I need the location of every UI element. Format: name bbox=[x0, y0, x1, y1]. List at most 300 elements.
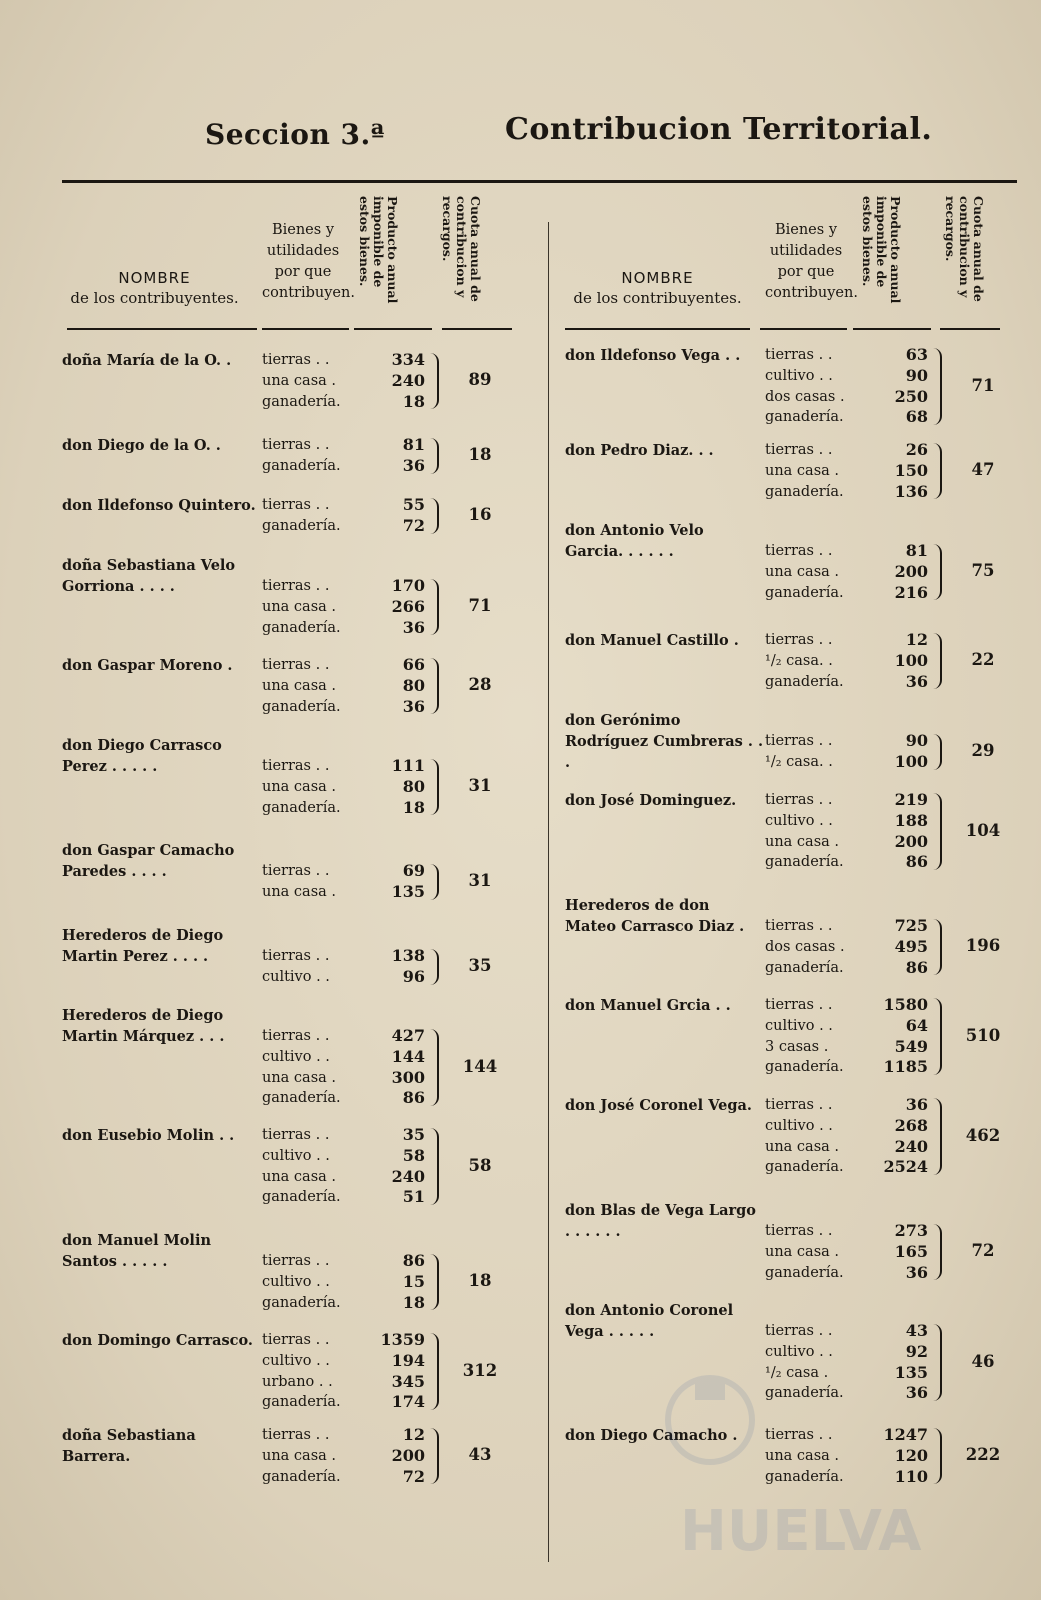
brace bbox=[427, 759, 439, 815]
property-list bbox=[765, 630, 860, 692]
producto-value: 165 bbox=[894, 1241, 928, 1261]
producto-value: 96 bbox=[402, 966, 425, 986]
contributor-name: don Antonio Coronel Vega . . . . . bbox=[565, 1302, 734, 1340]
producto-value: 36 bbox=[905, 1095, 928, 1114]
producto-value: 150 bbox=[894, 460, 928, 480]
section-label: Seccion 3.ª bbox=[205, 118, 385, 151]
property-item: tierras . . bbox=[262, 1127, 330, 1143]
producto-value: 219 bbox=[894, 790, 928, 809]
property-item: tierras . . bbox=[262, 1332, 330, 1348]
property-list bbox=[765, 541, 860, 603]
property-item: tierras . . bbox=[765, 918, 833, 934]
property-item: ganadería. bbox=[765, 1468, 844, 1485]
contributor-name: don Diego Camacho . bbox=[565, 1427, 738, 1444]
contributor-name: Herederos de Diego Martin Márquez . . . bbox=[62, 1007, 225, 1045]
property-item: ganadería. bbox=[765, 409, 844, 426]
producto-value: 200 bbox=[894, 831, 928, 851]
property-item: tierras . . bbox=[765, 442, 833, 458]
contributor-name: don Antonio Velo Garcia. . . . . . bbox=[565, 522, 704, 560]
producto-value: 68 bbox=[905, 407, 928, 427]
property-item: cultivo . . bbox=[262, 1048, 330, 1065]
top-rule bbox=[62, 180, 1017, 183]
producto-value: 266 bbox=[391, 596, 425, 616]
property-item: tierras . . bbox=[765, 792, 833, 808]
property-item: cultivo . . bbox=[765, 1017, 833, 1034]
property-item: ganadería. bbox=[262, 1294, 341, 1311]
producto-values bbox=[357, 1251, 425, 1313]
cuota-value: 31 bbox=[468, 776, 492, 796]
cuota-value: 46 bbox=[971, 1351, 995, 1371]
name-header-title: NOMBRE bbox=[621, 269, 694, 287]
property-item: una casa . bbox=[765, 1243, 840, 1260]
producto-header: Producto anual imponible de estos bienes. bbox=[357, 196, 400, 304]
brace bbox=[427, 498, 439, 534]
contributor-name: doña Sebastiana Barrera. bbox=[62, 1427, 196, 1465]
producto-value: 36 bbox=[905, 1383, 928, 1403]
producto-values bbox=[860, 1221, 928, 1283]
producto-value: 86 bbox=[402, 1251, 425, 1270]
producto-value: 427 bbox=[391, 1026, 425, 1045]
producto-value: 1185 bbox=[883, 1057, 928, 1077]
brace bbox=[427, 1428, 439, 1484]
property-list bbox=[262, 1425, 357, 1487]
property-list bbox=[262, 756, 357, 818]
producto-value: 1247 bbox=[883, 1425, 928, 1444]
property-item: ganadería. bbox=[262, 457, 341, 474]
cuota-value: 58 bbox=[468, 1155, 492, 1175]
property-item: ganadería. bbox=[262, 1090, 341, 1107]
property-item: tierras . . bbox=[262, 657, 330, 673]
producto-value: 725 bbox=[894, 916, 928, 935]
property-item: ganadería. bbox=[262, 1394, 341, 1411]
cuota-value: 72 bbox=[971, 1241, 995, 1261]
brace bbox=[427, 658, 439, 714]
property-item: dos casas . bbox=[765, 388, 845, 405]
producto-value: 1359 bbox=[380, 1330, 425, 1349]
producto-value: 100 bbox=[894, 751, 928, 771]
producto-value: 80 bbox=[402, 675, 425, 695]
cuota-value: 312 bbox=[462, 1360, 498, 1380]
property-item: una casa . bbox=[262, 1168, 337, 1185]
cuota-value: 104 bbox=[965, 820, 1001, 840]
property-item: tierras . . bbox=[765, 1323, 833, 1339]
cuota-value: 28 bbox=[468, 675, 492, 695]
property-list bbox=[765, 345, 860, 428]
cuota-value: 71 bbox=[971, 375, 995, 395]
name-header-rule bbox=[565, 328, 750, 330]
contributor-name: don Diego Carrasco Perez . . . . . bbox=[62, 737, 222, 775]
property-item: cultivo . . bbox=[765, 1343, 833, 1360]
property-item: tierras . . bbox=[262, 1427, 330, 1443]
producto-value: 111 bbox=[391, 756, 425, 775]
producto-value: 240 bbox=[391, 1166, 425, 1186]
producto-values bbox=[357, 576, 425, 638]
contributor-name: don Gaspar Moreno . bbox=[62, 657, 233, 674]
cuota-value: 35 bbox=[468, 955, 492, 975]
producto-value: 200 bbox=[391, 1445, 425, 1465]
property-item: tierras . . bbox=[765, 347, 833, 363]
cuota-value: 75 bbox=[971, 561, 995, 581]
property-item: ganadería. bbox=[765, 483, 844, 500]
producto-header-rule bbox=[354, 328, 432, 330]
brace bbox=[930, 443, 942, 499]
property-item: tierras . . bbox=[262, 758, 330, 774]
cuota-value: 18 bbox=[468, 1271, 492, 1291]
property-item: cultivo . . bbox=[262, 1147, 330, 1164]
producto-value: 120 bbox=[894, 1445, 928, 1465]
cuota-value: 22 bbox=[971, 650, 995, 670]
property-item: una casa . bbox=[765, 563, 840, 580]
property-item: una casa . bbox=[262, 372, 337, 389]
property-list bbox=[262, 495, 357, 537]
name-header-subtitle: de los contribuyentes. bbox=[70, 289, 239, 307]
producto-value: 1580 bbox=[883, 995, 928, 1014]
property-item: tierras . . bbox=[765, 1097, 833, 1113]
producto-value: 250 bbox=[894, 386, 928, 406]
brace bbox=[427, 579, 439, 635]
property-list bbox=[262, 946, 357, 988]
property-item: tierras . . bbox=[262, 863, 330, 879]
brace bbox=[930, 998, 942, 1075]
right-column bbox=[565, 190, 1035, 1486]
producto-value: 86 bbox=[905, 957, 928, 977]
property-list bbox=[765, 790, 860, 873]
property-item: tierras . . bbox=[262, 1253, 330, 1269]
producto-value: 15 bbox=[402, 1271, 425, 1291]
producto-values bbox=[860, 630, 928, 692]
name-header-rule bbox=[67, 328, 257, 330]
brace bbox=[930, 793, 942, 870]
property-item: ganadería. bbox=[765, 1385, 844, 1402]
bienes-header-rule bbox=[760, 328, 847, 330]
producto-value: 55 bbox=[402, 495, 425, 514]
producto-value: 81 bbox=[905, 541, 928, 560]
producto-values bbox=[860, 345, 928, 428]
producto-value: 549 bbox=[894, 1036, 928, 1056]
property-item: una casa . bbox=[262, 778, 337, 795]
producto-value: 72 bbox=[402, 1466, 425, 1486]
producto-value: 273 bbox=[894, 1221, 928, 1240]
property-item: cultivo . . bbox=[765, 1117, 833, 1134]
producto-value: 90 bbox=[905, 731, 928, 750]
producto-value: 300 bbox=[391, 1067, 425, 1087]
brace bbox=[427, 1254, 439, 1310]
producto-value: 194 bbox=[391, 1350, 425, 1370]
producto-value: 35 bbox=[402, 1125, 425, 1144]
producto-values bbox=[357, 756, 425, 818]
producto-values bbox=[357, 495, 425, 537]
cuota-value: 462 bbox=[965, 1125, 1001, 1145]
cuota-header-rule bbox=[442, 328, 512, 330]
contributor-name: don Ildefonso Quintero. bbox=[62, 497, 256, 514]
property-item: una casa . bbox=[262, 677, 337, 694]
property-item: tierras . . bbox=[765, 543, 833, 559]
page-title: Contribucion Territorial. bbox=[505, 112, 933, 147]
cuota-value: 89 bbox=[468, 370, 492, 390]
cuota-value: 510 bbox=[965, 1025, 1001, 1045]
producto-value: 144 bbox=[391, 1046, 425, 1066]
property-list bbox=[262, 350, 357, 412]
producto-value: 80 bbox=[402, 776, 425, 796]
bienes-header: Bienes y utilidades por que contribuyen. bbox=[765, 222, 858, 301]
producto-value: 345 bbox=[391, 1371, 425, 1391]
contributor-name: don Manuel Grcia . . bbox=[565, 997, 731, 1014]
brace bbox=[427, 864, 439, 900]
cuota-value: 18 bbox=[468, 444, 492, 464]
cuota-value: 71 bbox=[468, 596, 492, 616]
contributor-name: Herederos de don Mateo Carrasco Diaz . bbox=[565, 897, 745, 935]
property-item: ganadería. bbox=[765, 1159, 844, 1176]
property-item: tierras . . bbox=[262, 1028, 330, 1044]
producto-value: 51 bbox=[402, 1187, 425, 1207]
property-item: 3 casas . bbox=[765, 1038, 829, 1055]
cuota-value: 16 bbox=[468, 504, 492, 524]
producto-value: 12 bbox=[402, 1425, 425, 1444]
contributor-name: don Manuel Molin Santos . . . . . bbox=[62, 1232, 211, 1270]
property-list bbox=[262, 435, 357, 477]
brace bbox=[427, 1333, 439, 1410]
brace bbox=[427, 1128, 439, 1205]
bienes-header-rule bbox=[262, 328, 349, 330]
producto-value: 200 bbox=[894, 561, 928, 581]
contributor-name: don Manuel Castillo . bbox=[565, 632, 739, 649]
property-item: una casa . bbox=[765, 833, 840, 850]
producto-value: 36 bbox=[402, 617, 425, 637]
brace bbox=[930, 633, 942, 689]
property-item: tierras . . bbox=[262, 497, 330, 513]
producto-value: 188 bbox=[894, 810, 928, 830]
producto-values bbox=[357, 1425, 425, 1487]
property-list bbox=[262, 1026, 357, 1109]
contributor-name: don Pedro Diaz. . . bbox=[565, 442, 714, 459]
property-item: dos casas . bbox=[765, 938, 845, 955]
name-header-title: NOMBRE bbox=[118, 269, 191, 287]
producto-value: 26 bbox=[905, 440, 928, 459]
producto-values bbox=[860, 1095, 928, 1178]
property-item: ganadería. bbox=[262, 1189, 341, 1206]
contributor-name: don Gerónimo Rodríguez Cumbreras . . . bbox=[565, 712, 764, 771]
producto-values bbox=[860, 790, 928, 873]
cuota-header: Cuota anual de contribucion y recargos. bbox=[943, 196, 986, 302]
name-header bbox=[62, 268, 247, 308]
property-item: ganadería. bbox=[765, 854, 844, 871]
brace bbox=[930, 544, 942, 600]
watermark-text: HUELVA bbox=[680, 1499, 922, 1564]
property-list bbox=[765, 731, 860, 773]
property-item: una casa . bbox=[262, 883, 337, 900]
producto-value: 240 bbox=[894, 1136, 928, 1156]
property-list bbox=[262, 1330, 357, 1413]
brace bbox=[427, 1029, 439, 1106]
cuota-value: 47 bbox=[971, 460, 995, 480]
producto-value: 86 bbox=[905, 852, 928, 872]
producto-values bbox=[860, 541, 928, 603]
right-column-header bbox=[565, 190, 1035, 340]
producto-value: 69 bbox=[402, 861, 425, 880]
producto-values bbox=[357, 655, 425, 717]
producto-value: 2524 bbox=[883, 1157, 928, 1177]
producto-value: 36 bbox=[402, 455, 425, 475]
producto-value: 110 bbox=[894, 1466, 928, 1486]
name-header bbox=[565, 268, 750, 308]
property-item: una casa . bbox=[765, 1447, 840, 1464]
producto-values bbox=[357, 350, 425, 412]
property-item: tierras . . bbox=[765, 1427, 833, 1443]
producto-values bbox=[357, 946, 425, 988]
property-item: tierras . . bbox=[765, 733, 833, 749]
cuota-value: 31 bbox=[468, 870, 492, 890]
property-item: tierras . . bbox=[262, 437, 330, 453]
brace bbox=[930, 919, 942, 975]
property-list bbox=[765, 1221, 860, 1283]
property-item: una casa . bbox=[765, 1138, 840, 1155]
producto-values bbox=[357, 1330, 425, 1413]
property-item: cultivo . . bbox=[262, 1352, 330, 1369]
property-item: ¹/₂ casa . bbox=[765, 1364, 829, 1381]
property-item: una casa . bbox=[262, 1069, 337, 1086]
property-list bbox=[262, 655, 357, 717]
producto-value: 216 bbox=[894, 582, 928, 602]
contributor-name: don José Dominguez. bbox=[565, 792, 737, 809]
contributor-name: doña María de la O. . bbox=[62, 352, 232, 369]
property-item: tierras . . bbox=[765, 1223, 833, 1239]
property-item: tierras . . bbox=[262, 352, 330, 368]
property-item: ganadería. bbox=[765, 959, 844, 976]
property-list bbox=[765, 916, 860, 978]
property-item: cultivo . . bbox=[765, 367, 833, 384]
producto-value: 36 bbox=[905, 671, 928, 691]
contributor-name: don Domingo Carrasco. bbox=[62, 1332, 253, 1349]
property-item: ganadería. bbox=[765, 584, 844, 601]
archive-stamp-watermark bbox=[640, 1340, 940, 1580]
property-item: ganadería. bbox=[765, 1264, 844, 1281]
property-list bbox=[765, 995, 860, 1078]
brace bbox=[427, 949, 439, 985]
producto-value: 36 bbox=[402, 696, 425, 716]
property-item: ganadería. bbox=[765, 673, 844, 690]
producto-value: 81 bbox=[402, 435, 425, 454]
producto-value: 136 bbox=[894, 481, 928, 501]
producto-value: 90 bbox=[905, 365, 928, 385]
producto-value: 135 bbox=[894, 1362, 928, 1382]
brace bbox=[427, 438, 439, 474]
contributor-name: don Eusebio Molin . . bbox=[62, 1127, 235, 1144]
property-item: una casa . bbox=[262, 1447, 337, 1464]
producto-values bbox=[860, 440, 928, 502]
contributor-name: don Gaspar Camacho Paredes . . . . bbox=[62, 842, 235, 880]
producto-value: 18 bbox=[402, 1292, 425, 1312]
producto-value: 86 bbox=[402, 1088, 425, 1108]
producto-value: 240 bbox=[391, 370, 425, 390]
property-list bbox=[262, 861, 357, 903]
producto-values bbox=[357, 1125, 425, 1208]
property-item: ganadería. bbox=[262, 698, 341, 715]
property-item: ganadería. bbox=[765, 1059, 844, 1076]
producto-header-rule bbox=[853, 328, 931, 330]
brace bbox=[427, 353, 439, 409]
contributor-name: don José Coronel Vega. bbox=[565, 1097, 752, 1114]
producto-values bbox=[357, 435, 425, 477]
producto-values bbox=[357, 861, 425, 903]
producto-value: 135 bbox=[391, 881, 425, 901]
property-list bbox=[262, 1251, 357, 1313]
left-column-header bbox=[62, 190, 532, 340]
property-list bbox=[262, 1125, 357, 1208]
property-item: ¹/₂ casa. . bbox=[765, 753, 833, 770]
property-item: una casa . bbox=[765, 462, 840, 479]
producto-value: 138 bbox=[391, 946, 425, 965]
producto-value: 43 bbox=[905, 1321, 928, 1340]
producto-values bbox=[860, 731, 928, 773]
producto-value: 495 bbox=[894, 936, 928, 956]
producto-values bbox=[357, 1026, 425, 1109]
producto-value: 12 bbox=[905, 630, 928, 649]
property-item: tierras . . bbox=[765, 632, 833, 648]
producto-value: 268 bbox=[894, 1115, 928, 1135]
property-item: cultivo . . bbox=[262, 1273, 330, 1290]
contributor-name: don Blas de Vega Largo . . . . . . bbox=[565, 1202, 756, 1240]
brace bbox=[930, 734, 942, 770]
cuota-header-rule bbox=[940, 328, 1000, 330]
property-item: ganadería. bbox=[262, 393, 341, 410]
property-item: ganadería. bbox=[262, 1468, 341, 1485]
producto-value: 92 bbox=[905, 1341, 928, 1361]
producto-value: 174 bbox=[391, 1392, 425, 1412]
bienes-header: Bienes y utilidades por que contribuyen. bbox=[262, 222, 355, 301]
producto-values bbox=[860, 995, 928, 1078]
producto-value: 170 bbox=[391, 576, 425, 595]
property-item: ¹/₂ casa. . bbox=[765, 652, 833, 669]
producto-value: 18 bbox=[402, 797, 425, 817]
property-item: urbano . . bbox=[262, 1373, 333, 1390]
column-divider bbox=[548, 222, 549, 1562]
cuota-value: 144 bbox=[462, 1056, 498, 1076]
cuota-value: 196 bbox=[965, 936, 1001, 956]
name-header-subtitle: de los contribuyentes. bbox=[573, 289, 742, 307]
producto-value: 72 bbox=[402, 515, 425, 535]
producto-value: 334 bbox=[391, 350, 425, 369]
brace bbox=[930, 1098, 942, 1175]
property-item: ganadería. bbox=[262, 799, 341, 816]
cuota-header: Cuota anual de contribucion y recargos. bbox=[440, 196, 483, 302]
brace bbox=[930, 1224, 942, 1280]
property-item: cultivo . . bbox=[262, 968, 330, 985]
property-list bbox=[262, 576, 357, 638]
producto-value: 58 bbox=[402, 1145, 425, 1165]
property-list bbox=[765, 440, 860, 502]
cuota-value: 43 bbox=[468, 1445, 492, 1465]
brace bbox=[930, 348, 942, 425]
contributor-name: doña Sebastiana Velo Gorriona . . . . bbox=[62, 557, 236, 595]
producto-header: Producto anual imponible de estos bienes. bbox=[860, 196, 903, 304]
property-item: tierras . . bbox=[262, 578, 330, 594]
cuota-value: 222 bbox=[965, 1445, 1001, 1465]
producto-value: 66 bbox=[402, 655, 425, 674]
property-item: ganadería. bbox=[262, 619, 341, 636]
contributor-name: Herederos de Diego Martin Perez . . . . bbox=[62, 927, 224, 965]
property-item: tierras . . bbox=[765, 997, 833, 1013]
property-list bbox=[765, 1095, 860, 1178]
left-column bbox=[62, 190, 532, 1486]
contributor-name: don Diego de la O. . bbox=[62, 437, 221, 454]
cuota-value: 29 bbox=[971, 740, 995, 760]
property-item: una casa . bbox=[262, 598, 337, 615]
property-item: cultivo . . bbox=[765, 812, 833, 829]
property-item: tierras . . bbox=[262, 948, 330, 964]
property-item: ganadería. bbox=[262, 517, 341, 534]
producto-value: 64 bbox=[905, 1015, 928, 1035]
producto-value: 63 bbox=[905, 345, 928, 364]
